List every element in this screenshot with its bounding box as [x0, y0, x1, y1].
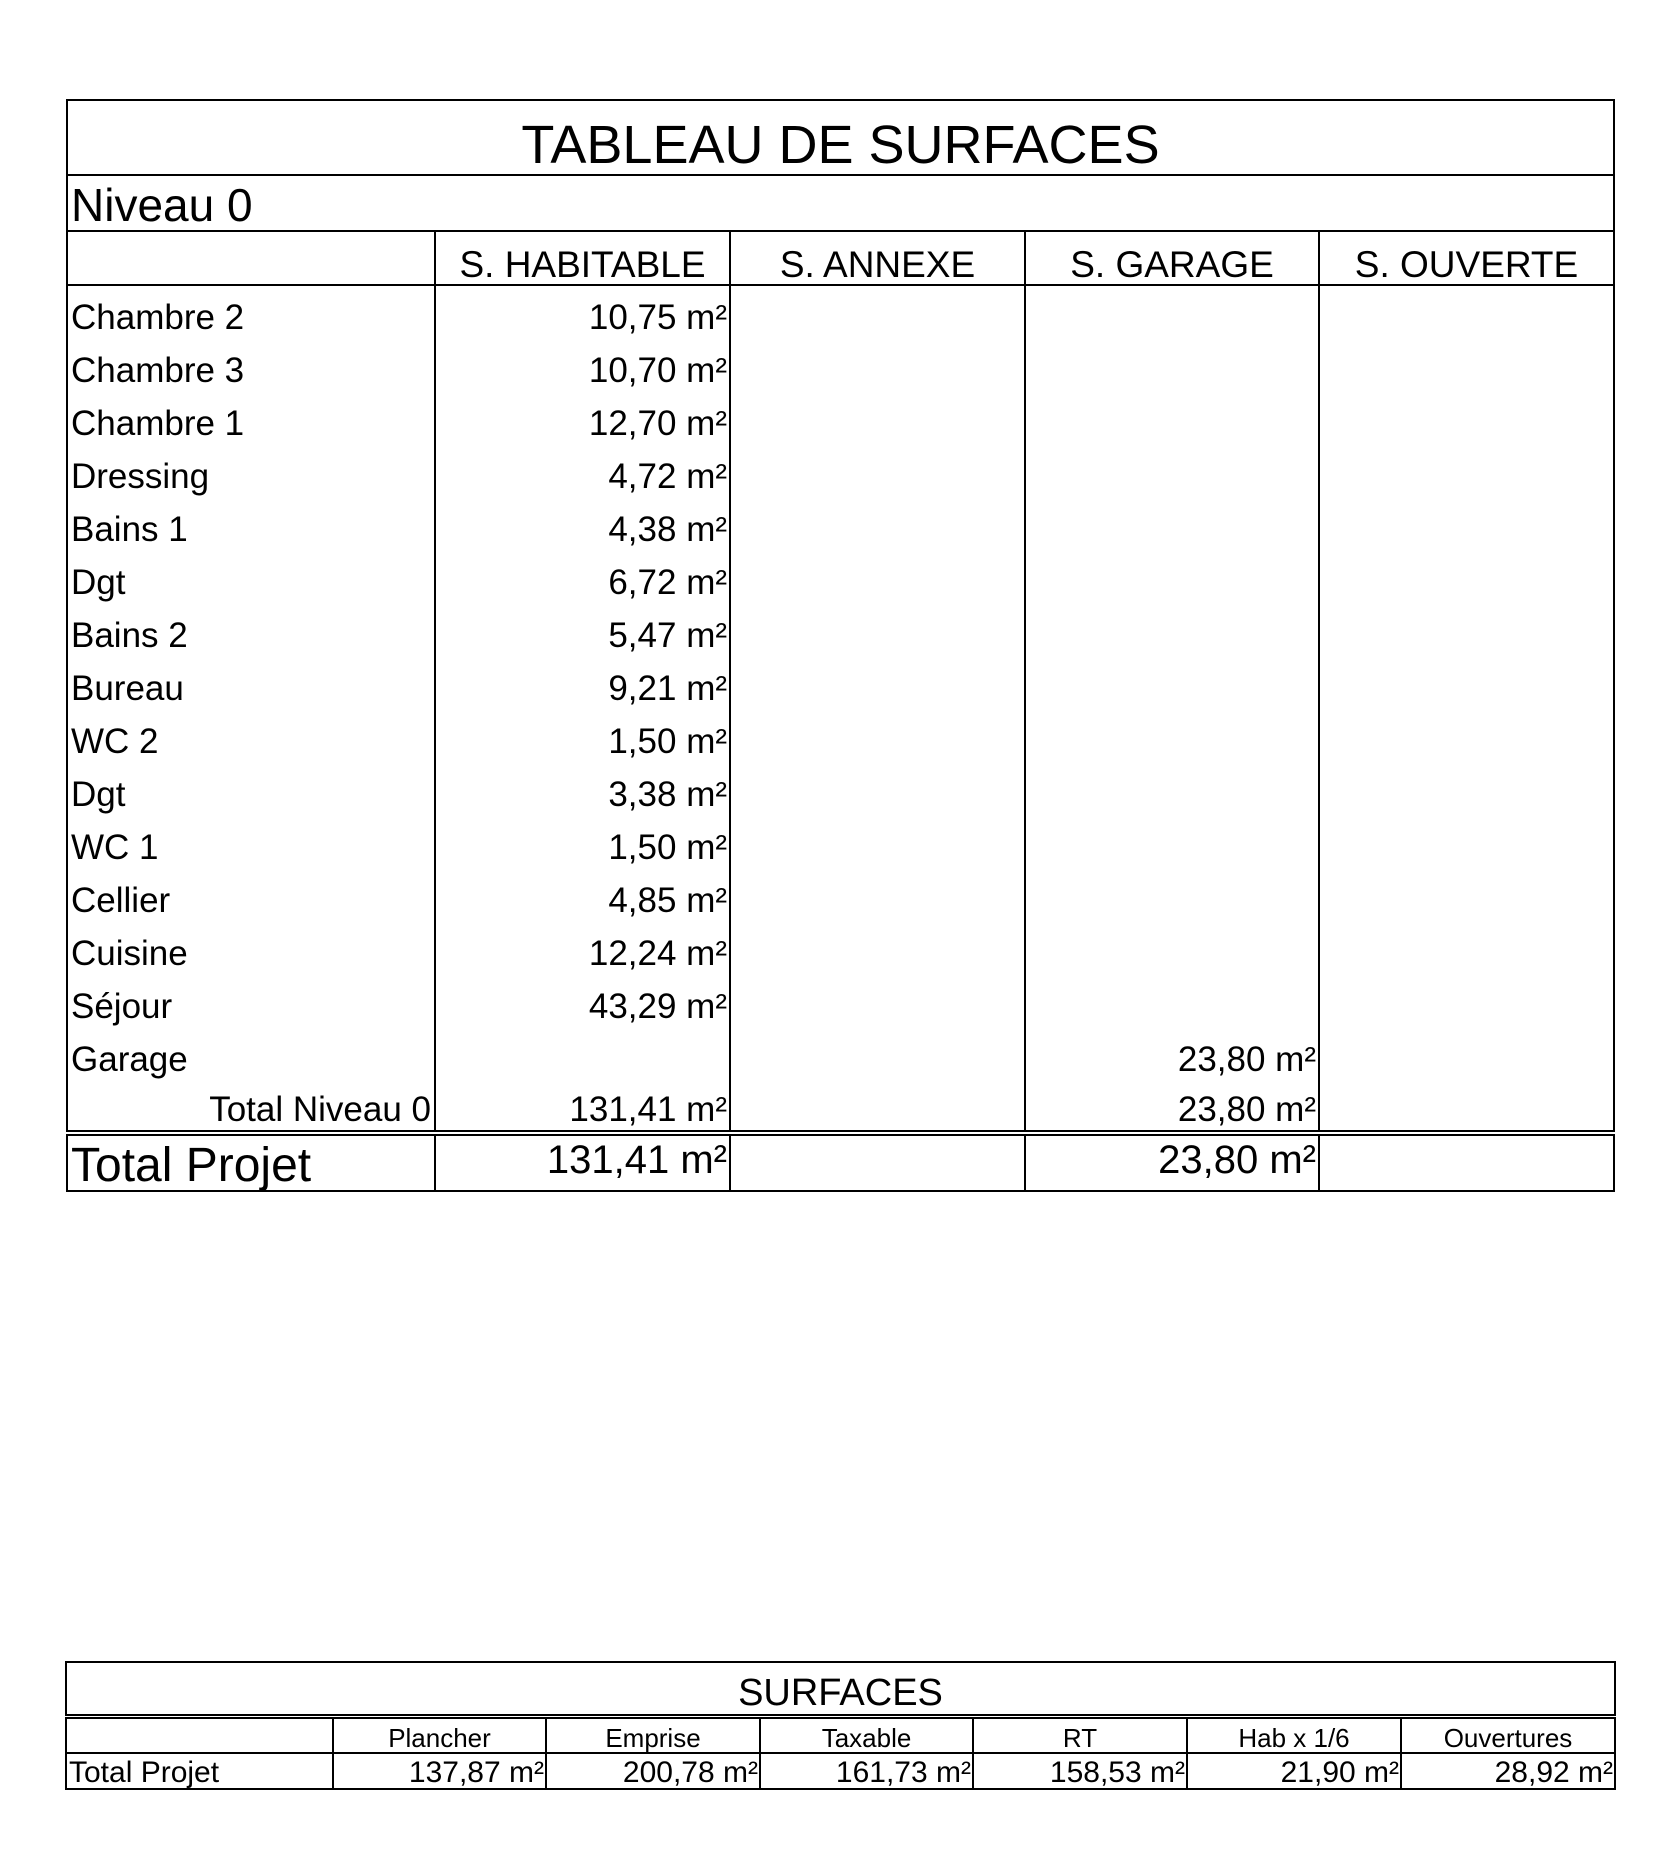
surface-annexe: [730, 868, 1025, 921]
surface-ouverte: [1319, 656, 1614, 709]
surface-garage: [1025, 762, 1319, 815]
subtotal-row: [67, 1080, 1614, 1133]
room-name: Cellier: [67, 868, 435, 921]
surfaces-header-ouvertures: Ouvertures: [1401, 1716, 1615, 1753]
surface-ouverte: [1319, 709, 1614, 762]
table-row: [67, 497, 1614, 550]
surface-habitable: 10,70 m²: [435, 338, 730, 391]
surface-annexe: [730, 815, 1025, 868]
surface-annexe: [730, 391, 1025, 444]
room-name: Bains 2: [67, 603, 435, 656]
surface-garage: [1025, 656, 1319, 709]
surfaces-total-row: [66, 1753, 1615, 1789]
surface-ouverte: [1319, 444, 1614, 497]
room-name: Cuisine: [67, 921, 435, 974]
column-header-garage: S. GARAGE: [1025, 231, 1319, 285]
room-name: Bureau: [67, 656, 435, 709]
room-name: Dgt: [67, 762, 435, 815]
table-row: [67, 709, 1614, 762]
surface-ouverte: [1319, 974, 1614, 1027]
table-title: TABLEAU DE SURFACES: [67, 100, 1614, 175]
table-row: [67, 1027, 1614, 1080]
surface-annexe: [730, 656, 1025, 709]
surface-habitable: 3,38 m²: [435, 762, 730, 815]
surface-ouverte: [1319, 338, 1614, 391]
total-row: [67, 1133, 1614, 1191]
surfaces-header-hab: Hab x 1/6: [1187, 1716, 1401, 1753]
total-habitable: 131,41 m²: [435, 1133, 730, 1191]
total-label: Total Projet: [67, 1133, 435, 1191]
surface-table: [66, 99, 1615, 1192]
level-heading: Niveau 0: [67, 175, 1614, 231]
table-row: [67, 868, 1614, 921]
surface-annexe: [730, 762, 1025, 815]
surfaces-hab-value: 21,90 m²: [1187, 1753, 1401, 1789]
table-row: [67, 391, 1614, 444]
surface-ouverte: [1319, 762, 1614, 815]
column-header-annexe: S. ANNEXE: [730, 231, 1025, 285]
column-header-room: [67, 231, 435, 285]
surface-garage: [1025, 603, 1319, 656]
surface-annexe: [730, 709, 1025, 762]
room-name: Dressing: [67, 444, 435, 497]
surface-ouverte: [1319, 868, 1614, 921]
table-row: [67, 285, 1614, 338]
surfaces-header-rt: RT: [973, 1716, 1187, 1753]
surfaces-header-plancher: Plancher: [333, 1716, 546, 1753]
surface-garage: [1025, 444, 1319, 497]
surface-habitable: [435, 1027, 730, 1080]
surface-ouverte: [1319, 497, 1614, 550]
subtotal-ouverte: [1319, 1080, 1614, 1133]
table-row: [67, 603, 1614, 656]
surface-garage: [1025, 709, 1319, 762]
surface-habitable: 4,72 m²: [435, 444, 730, 497]
surfaces-rt-value: 158,53 m²: [973, 1753, 1187, 1789]
surface-annexe: [730, 603, 1025, 656]
surface-ouverte: [1319, 921, 1614, 974]
surface-habitable: 43,29 m²: [435, 974, 730, 1027]
surface-annexe: [730, 921, 1025, 974]
table-row: [67, 974, 1614, 1027]
surfaces-header-taxable: Taxable: [760, 1716, 973, 1753]
surface-habitable: 4,38 m²: [435, 497, 730, 550]
table-row: [67, 338, 1614, 391]
surfaces-ouvertures-value: 28,92 m²: [1401, 1753, 1615, 1789]
table-row: [67, 550, 1614, 603]
room-name: Chambre 1: [67, 391, 435, 444]
room-name: Chambre 3: [67, 338, 435, 391]
room-name: Bains 1: [67, 497, 435, 550]
surface-habitable: 5,47 m²: [435, 603, 730, 656]
total-annexe: [730, 1133, 1025, 1191]
surface-garage: [1025, 550, 1319, 603]
surface-annexe: [730, 1027, 1025, 1080]
total-garage: 23,80 m²: [1025, 1133, 1319, 1191]
table-row: [67, 444, 1614, 497]
surfaces-plancher-value: 137,87 m²: [333, 1753, 546, 1789]
surface-garage: [1025, 497, 1319, 550]
surfaces-summary-table: [65, 1661, 1616, 1790]
surface-garage: [1025, 974, 1319, 1027]
surface-garage: [1025, 868, 1319, 921]
surface-habitable: 10,75 m²: [435, 285, 730, 338]
surface-habitable: 1,50 m²: [435, 815, 730, 868]
surfaces-title: SURFACES: [66, 1662, 1615, 1716]
subtotal-garage: 23,80 m²: [1025, 1080, 1319, 1133]
surface-habitable: 6,72 m²: [435, 550, 730, 603]
column-header-ouverte: S. OUVERTE: [1319, 231, 1614, 285]
surface-garage: [1025, 815, 1319, 868]
surfaces-total-label: Total Projet: [66, 1753, 333, 1789]
surface-habitable: 4,85 m²: [435, 868, 730, 921]
table-row: [67, 921, 1614, 974]
total-ouverte: [1319, 1133, 1614, 1191]
room-name: Garage: [67, 1027, 435, 1080]
surface-garage: 23,80 m²: [1025, 1027, 1319, 1080]
surface-habitable: 9,21 m²: [435, 656, 730, 709]
subtotal-label: Total Niveau 0: [67, 1080, 435, 1133]
surface-garage: [1025, 921, 1319, 974]
table-row: [67, 815, 1614, 868]
surfaces-taxable-value: 161,73 m²: [760, 1753, 973, 1789]
surface-ouverte: [1319, 603, 1614, 656]
subtotal-annexe: [730, 1080, 1025, 1133]
surface-annexe: [730, 497, 1025, 550]
table-row: [67, 656, 1614, 709]
surface-annexe: [730, 550, 1025, 603]
surface-habitable: 12,24 m²: [435, 921, 730, 974]
surface-garage: [1025, 391, 1319, 444]
surfaces-emprise-value: 200,78 m²: [546, 1753, 760, 1789]
room-name: Séjour: [67, 974, 435, 1027]
surface-annexe: [730, 338, 1025, 391]
surfaces-header-emprise: Emprise: [546, 1716, 760, 1753]
room-name: WC 2: [67, 709, 435, 762]
surface-ouverte: [1319, 285, 1614, 338]
surface-garage: [1025, 285, 1319, 338]
surface-ouverte: [1319, 1027, 1614, 1080]
surface-ouverte: [1319, 391, 1614, 444]
room-name: Chambre 2: [67, 285, 435, 338]
room-name: WC 1: [67, 815, 435, 868]
surface-annexe: [730, 974, 1025, 1027]
surface-habitable: 1,50 m²: [435, 709, 730, 762]
surface-annexe: [730, 444, 1025, 497]
column-header-habitable: S. HABITABLE: [435, 231, 730, 285]
column-header-row: [67, 231, 1614, 285]
surface-ouverte: [1319, 815, 1614, 868]
room-name: Dgt: [67, 550, 435, 603]
surfaces-header-row: [66, 1716, 1615, 1753]
table-row: [67, 762, 1614, 815]
surface-ouverte: [1319, 550, 1614, 603]
subtotal-habitable: 131,41 m²: [435, 1080, 730, 1133]
surfaces-header-blank: [66, 1716, 333, 1753]
surface-annexe: [730, 285, 1025, 338]
surface-garage: [1025, 338, 1319, 391]
surface-habitable: 12,70 m²: [435, 391, 730, 444]
